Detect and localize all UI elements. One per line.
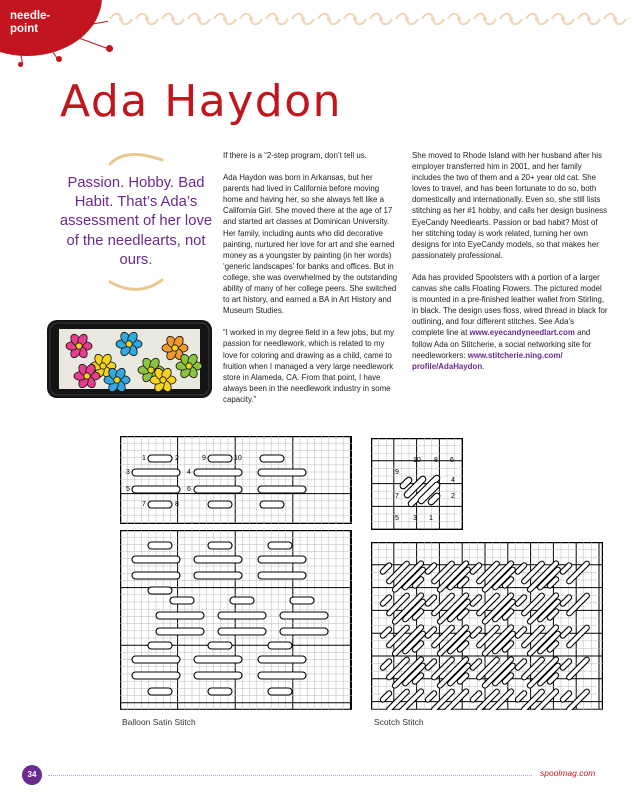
stitch-mark bbox=[268, 642, 292, 649]
stitch-mark bbox=[194, 556, 242, 563]
stitch-mark bbox=[208, 455, 232, 462]
stitch-mark bbox=[132, 556, 180, 563]
stitch-mark bbox=[208, 542, 232, 549]
decor-dot bbox=[106, 45, 113, 52]
stitch-mark bbox=[156, 628, 204, 635]
footer-rule bbox=[48, 775, 532, 776]
profile-link[interactable]: www.stitcherie.ning.com/ profile/AdaHaydon bbox=[412, 350, 563, 371]
article-title: Ada Haydon bbox=[60, 76, 343, 127]
diagram-caption: Balloon Satin Stitch bbox=[122, 717, 196, 727]
site-url[interactable]: spoolmag.com bbox=[540, 768, 596, 778]
stitch-mark bbox=[194, 469, 242, 476]
stitch-number: 3 bbox=[413, 515, 417, 522]
paragraph-text: . bbox=[482, 361, 485, 371]
stitch-mark bbox=[148, 642, 172, 649]
pull-quote: Passion. Hobby. Bad Habit. That’s Ada’s assessment of her love of the needlearts, not ours. bbox=[59, 175, 213, 268]
stitch-mark bbox=[280, 612, 328, 619]
stitch-mark bbox=[148, 542, 172, 549]
stitch-mark bbox=[218, 628, 266, 635]
stitch-mark bbox=[230, 597, 254, 604]
stitch-mark bbox=[280, 628, 328, 635]
paragraph-text: Ada has provided Spoolsters with a portion of a larger canvas she calls Floating Flowers. The pictured model is mounted in a pre-finished leather wallet from Stirling, in black. The design uses floss, wired thread in black for outlining, and four different stitches. See Ada’s complete line at bbox=[412, 272, 608, 338]
stitch-number: 3 bbox=[126, 469, 130, 476]
article-column-2 bbox=[412, 150, 608, 383]
decorative-border bbox=[108, 11, 630, 27]
swash-ornament bbox=[108, 276, 164, 294]
stitch-mark bbox=[218, 612, 266, 619]
stitch-mark bbox=[258, 486, 306, 493]
stitch-mark bbox=[148, 501, 172, 508]
balloon-stitch-small-diagram bbox=[120, 436, 352, 524]
stitch-number: 4 bbox=[187, 469, 191, 476]
stitch-number: 9 bbox=[395, 469, 399, 476]
website-link[interactable]: www.eyecandyneedlart.com bbox=[469, 328, 575, 338]
stitch-mark bbox=[258, 572, 306, 579]
stitch-number: 8 bbox=[175, 501, 179, 508]
stitch-number: 7 bbox=[142, 501, 146, 508]
stitch-number: 2 bbox=[451, 493, 455, 500]
decor-line bbox=[80, 38, 109, 50]
stitch-mark bbox=[258, 556, 306, 563]
stitch-number: 10 bbox=[234, 455, 242, 462]
stitch-mark bbox=[208, 501, 232, 508]
stitch-number: 8 bbox=[434, 457, 438, 464]
paragraph bbox=[412, 272, 608, 372]
section-label: needle- point bbox=[10, 10, 51, 35]
decor-dot bbox=[18, 62, 23, 67]
paragraph: “I worked in my degree field in a few jobs, but my passion for needlework, which is related to my love for coloring and drawing as a child, came to fruition when I managed a very large needlework store in Alameda, CA. From that point, I have always been in the needlework industry in some capacity.” bbox=[223, 328, 395, 404]
stitch-mark bbox=[260, 501, 284, 508]
stitch-mark bbox=[290, 597, 314, 604]
stitch-mark bbox=[132, 486, 180, 493]
scotch-stitch-large-diagram bbox=[371, 542, 603, 710]
stitch-mark bbox=[148, 455, 172, 462]
paragraph: Ada Haydon was born in Arkansas, but her parents had lived in California before moving home and having her, so she always felt like a California Girl. She moved there at the age of 17 and started art classes at Dominican University. Her family, including aunts who did decorative painting, nurtured her love for art and she earned money as a youngster by painting (in her words) ‘generic landscapes’ for banks and offices. But in college, she was overwhelmed by the outstanding ability of many of her college peers. She switched to art history, and earned a BA in Art History and Museum Studies. bbox=[223, 173, 398, 316]
stitch-mark bbox=[260, 455, 284, 462]
stitch-mark bbox=[208, 688, 232, 695]
stitch-number: 10 bbox=[413, 457, 421, 464]
swash-ornament bbox=[108, 150, 164, 168]
stitch-number: 9 bbox=[202, 455, 206, 462]
stitch-number: 7 bbox=[395, 493, 399, 500]
balloon-stitch-large-diagram bbox=[120, 530, 352, 710]
paragraph: If there is a “2-step program, don’t tell us. bbox=[223, 151, 367, 160]
stitch-mark bbox=[258, 672, 306, 679]
paragraph-text: and follow Ada on Stitcherie, a social networking site for needleworkers: bbox=[412, 328, 592, 360]
stitch-mark bbox=[132, 672, 180, 679]
scotch-stitch-small-diagram bbox=[371, 438, 463, 530]
stitch-mark bbox=[132, 572, 180, 579]
stitch-mark bbox=[132, 469, 180, 476]
stitch-mark bbox=[132, 656, 180, 663]
stitch-mark bbox=[258, 469, 306, 476]
stitch-mark bbox=[148, 587, 172, 594]
stitch-number: 5 bbox=[126, 486, 130, 493]
article-column-1 bbox=[223, 150, 401, 416]
stitch-number: 6 bbox=[187, 486, 191, 493]
paragraph: She moved to Rhode Island with her husband after his employer transferred him in 2001, and her family includes the two of them and a 20+ year old cat. She loves to travel, and has been fortunate to do so, both domestically and internationally. Even so, she still lists stitching as her #1 hobby, and calls her design business EyeCandy Needlearts. Passion or bad habit? Most of her stitching today is work related, turning her own designs for into EyeCandy models, so that makes her passionately professional. bbox=[412, 151, 608, 260]
page-number: 34 bbox=[22, 765, 42, 785]
stitch-number: 1 bbox=[429, 515, 433, 522]
stitch-number: 2 bbox=[175, 455, 179, 462]
stitch-mark bbox=[268, 542, 292, 549]
stitch-mark bbox=[194, 656, 242, 663]
wallet-photo bbox=[47, 320, 212, 398]
stitch-mark bbox=[194, 572, 242, 579]
stitch-mark bbox=[208, 642, 232, 649]
decor-dot bbox=[56, 56, 62, 62]
stitch-mark bbox=[268, 688, 292, 695]
stitch-number: 5 bbox=[395, 515, 399, 522]
stitch-number: 6 bbox=[450, 457, 454, 464]
stitch-mark bbox=[194, 486, 242, 493]
stitch-number: 1 bbox=[142, 455, 146, 462]
stitch-number: 4 bbox=[451, 477, 455, 484]
stitch-mark bbox=[258, 656, 306, 663]
stitch-mark bbox=[194, 672, 242, 679]
stitch-mark bbox=[148, 688, 172, 695]
stitch-mark bbox=[156, 612, 204, 619]
diagram-caption: Scotch Stitch bbox=[374, 717, 424, 727]
stitch-mark bbox=[170, 597, 194, 604]
